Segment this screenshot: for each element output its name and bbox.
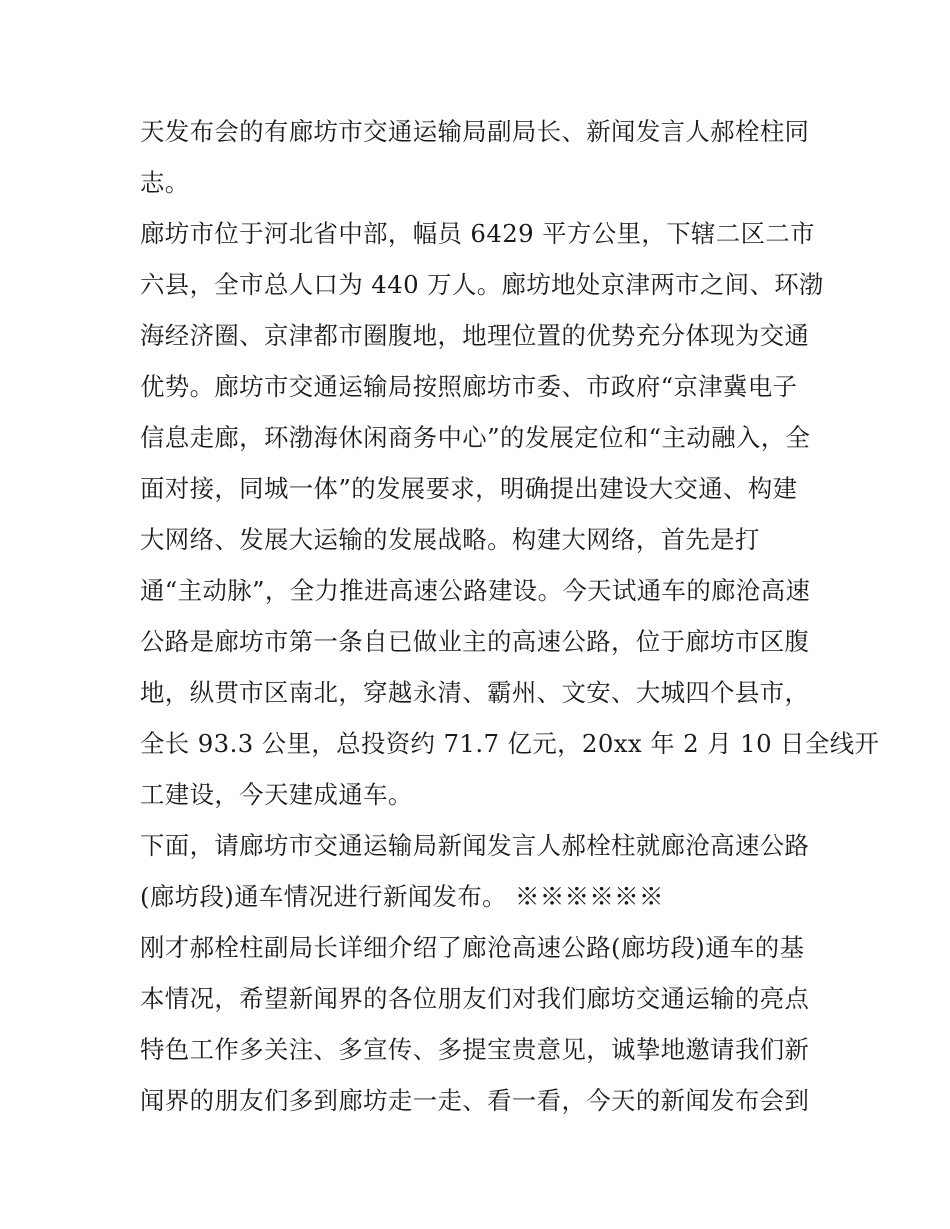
text-line: 地，纵贯市区南北，穿越永清、霸州、文安、大城四个县市， <box>140 678 810 707</box>
text-line: 六县，全市总人口为 440 万人。廊坊地处京津两市之间、环渤 <box>140 270 824 299</box>
text-line: 公路是廊坊市第一条自已做业主的高速公路，位于廊坊市区腹 <box>140 627 810 656</box>
text-line: 工建设，今天建成通车。 <box>140 780 413 809</box>
text-line: 志。 <box>140 168 190 197</box>
text-line: 本情况，希望新闻界的各位朋友们对我们廊坊交通运输的亮点 <box>140 984 810 1013</box>
text-line: 面对接，同城一体”的发展要求，明确提出建设大交通、构建 <box>140 474 798 503</box>
body-text <box>140 106 880 1126</box>
text-line: 刚才郝栓柱副局长详细介绍了廊沧高速公路(廊坊段)通车的基 <box>140 933 805 962</box>
text-line: 特色工作多关注、多宣传、多提宝贵意见，诚挚地邀请我们新 <box>140 1035 810 1064</box>
text-line: 闻界的朋友们多到廊坊走一走、看一看，今天的新闻发布会到 <box>140 1086 810 1115</box>
text-line: (廊坊段)通车情况进行新闻发布。 ※※※※※※ <box>140 882 664 911</box>
text-line: 天发布会的有廊坊市交通运输局副局长、新闻发言人郝栓柱同 <box>140 117 810 146</box>
text-line: 优势。廊坊市交通运输局按照廊坊市委、市政府“京津冀电子 <box>140 372 798 401</box>
text-line: 通“主动脉”，全力推进高速公路建设。今天试通车的廊沧高速 <box>140 576 811 605</box>
text-line: 海经济圈、京津都市圈腹地，地理位置的优势充分体现为交通 <box>140 321 810 350</box>
text-line: 全长 93.3 公里，总投资约 71.7 亿元，20xx 年 2 月 10 日全线开 <box>140 729 880 758</box>
text-line: 廊坊市位于河北省中部，幅员 6429 平方公里，下辖二区二市 <box>140 219 815 248</box>
text-line: 下面，请廊坊市交通运输局新闻发言人郝栓柱就廊沧高速公路 <box>140 831 810 860</box>
text-line: 大网络、发展大运输的发展战略。构建大网络，首先是打 <box>140 525 760 554</box>
text-line: 信息走廊，环渤海休闲商务中心”的发展定位和“主动融入，全 <box>140 423 811 452</box>
